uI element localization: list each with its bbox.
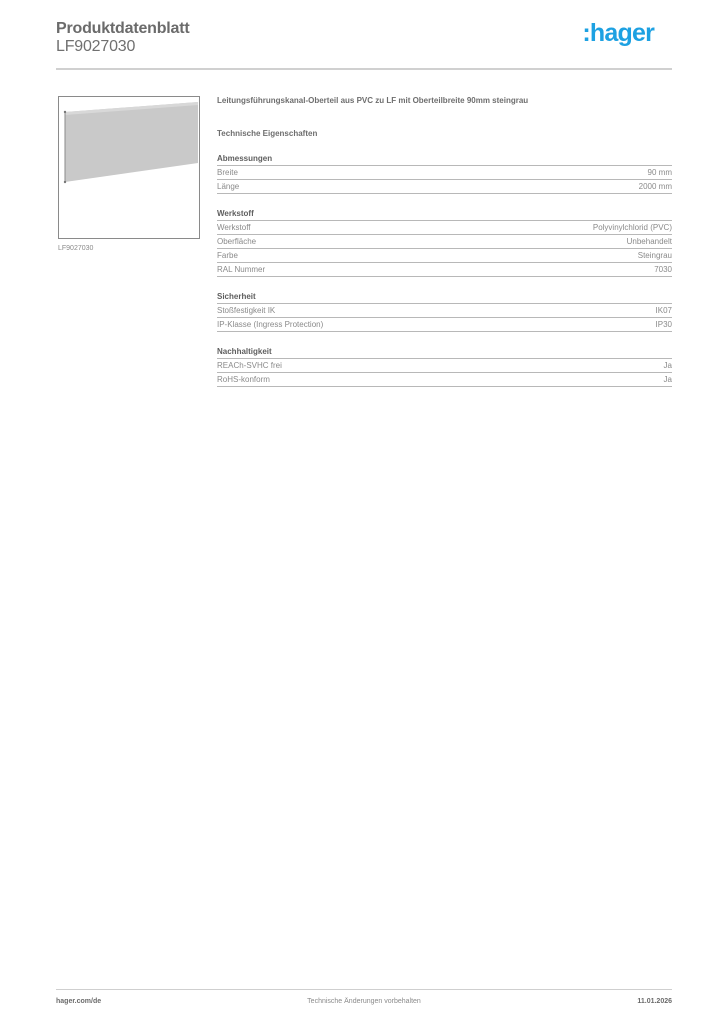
product-description: Leitungsführungskanal-Oberteil aus PVC zu LF mit Oberteilbreite 90mm steingrau [217,96,529,105]
spec-row [217,318,672,332]
spec-row [217,166,672,180]
spec-value: Ja [663,375,672,384]
article-number: LF9027030 [56,38,136,55]
spec-row [217,249,672,263]
section-heading-technical: Technische Eigenschaften [217,129,318,138]
spec-row [217,180,672,194]
image-caption: LF9027030 [58,245,94,252]
spec-label: Breite [217,168,238,177]
spec-value: Unbehandelt [626,237,672,246]
spec-row [217,235,672,249]
footer-date: 11.01.2026 [637,998,672,1005]
spec-group-sustainability [217,346,672,387]
spec-label: Stoßfestigkeit IK [217,306,276,315]
footer-disclaimer: Technische Änderungen vorbehalten [307,998,421,1005]
spec-value: 90 mm [647,168,672,177]
spec-value: Ja [663,361,672,370]
spec-label: Werkstoff [217,223,251,232]
spec-value: IP30 [655,320,672,329]
spec-label: Farbe [217,251,238,260]
group-title: Sicherheit [217,291,672,304]
spec-value: Polyvinylchlorid (PVC) [592,223,672,232]
page-header [56,20,672,56]
spec-value: Steingrau [637,251,672,260]
spec-row [217,263,672,277]
spec-group-safety [217,291,672,332]
spec-value: IK07 [655,306,672,315]
footer-divider [56,989,672,990]
product-image [58,96,200,239]
spec-label: IP-Klasse (Ingress Protection) [217,320,324,329]
spec-label: RAL Nummer [217,265,266,274]
footer-website-link[interactable]: hager.com/de [56,998,102,1005]
spec-value: 7030 [654,265,672,274]
spec-label: Länge [217,182,240,191]
group-title: Nachhaltigkeit [217,346,672,359]
spec-label: Oberfläche [217,237,257,246]
spec-label: REACh-SVHC frei [217,361,282,370]
spec-row [217,373,672,387]
spec-value: 2000 mm [638,182,672,191]
page-footer [56,998,672,1010]
spec-group-dimensions [217,153,672,194]
spec-row [217,221,672,235]
group-title: Werkstoff [217,208,672,221]
spec-row [217,359,672,373]
header-divider [56,68,672,70]
hager-logo: :hager [582,19,654,47]
spec-group-material [217,208,672,277]
document-title: Produktdatenblatt [56,20,190,37]
group-title: Abmessungen [217,153,672,166]
cable-duct-cover-icon [59,97,201,240]
spec-row [217,304,672,318]
spec-label: RoHS-konform [217,375,270,384]
product-details [217,96,672,387]
